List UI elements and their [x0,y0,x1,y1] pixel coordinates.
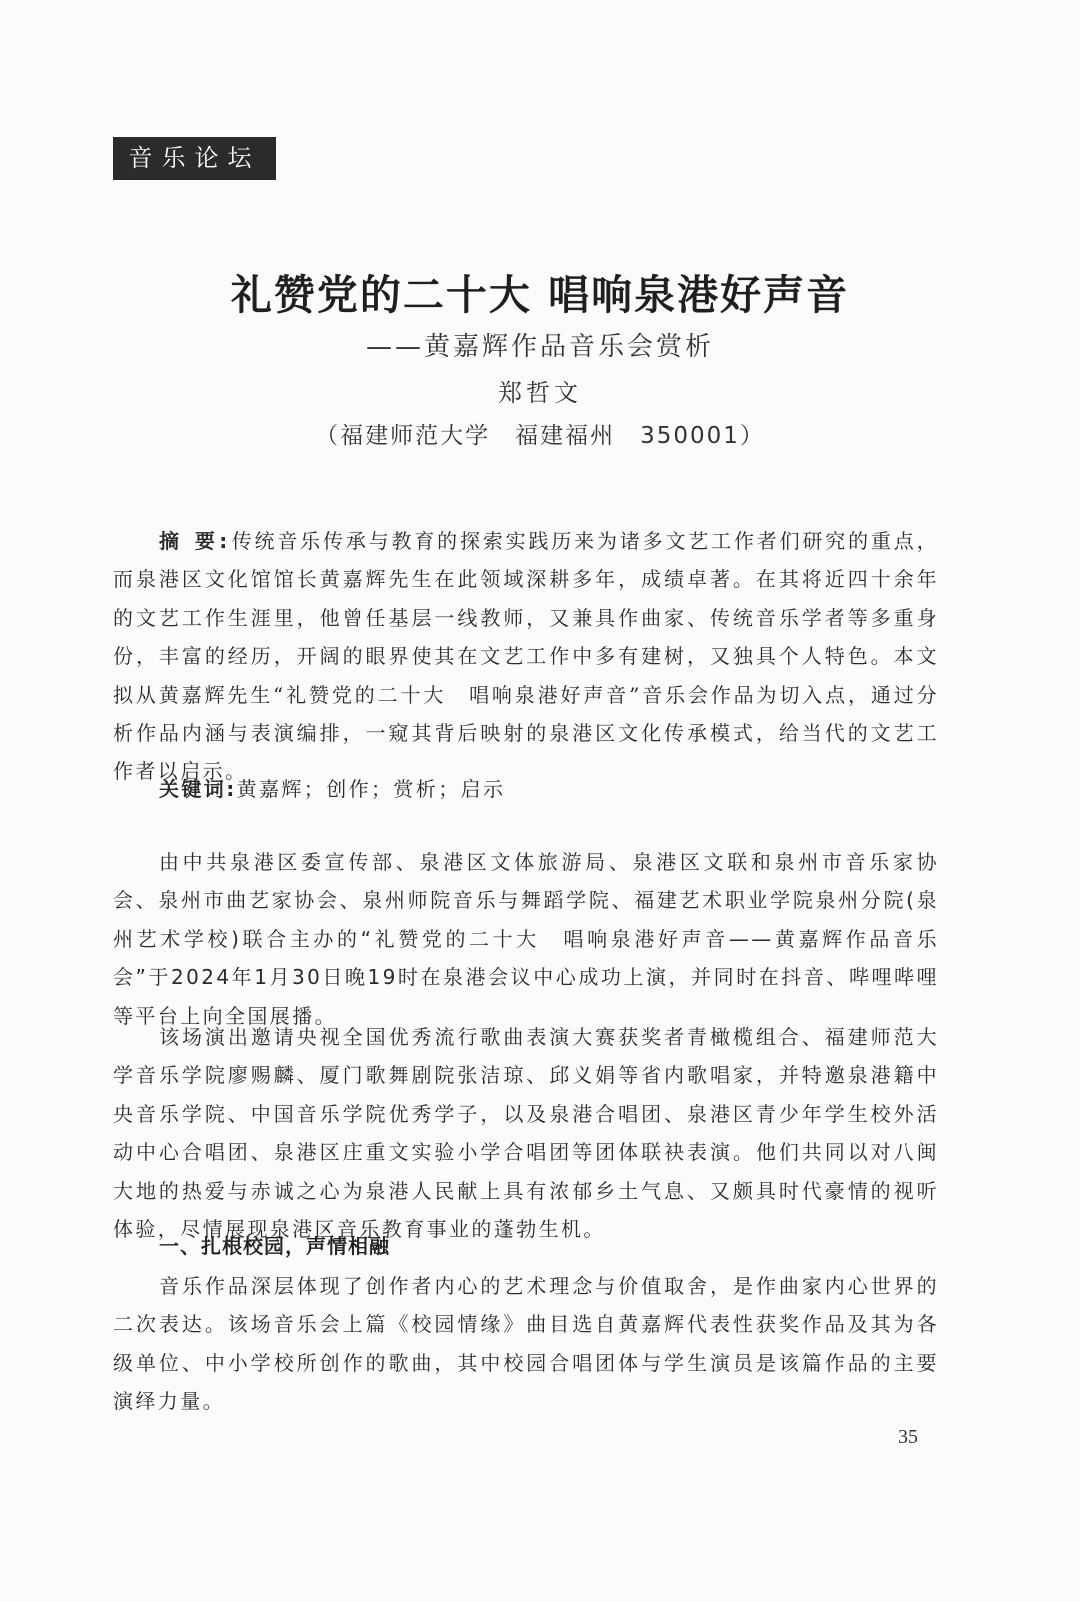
body-paragraph-1: 由中共泉港区委宣传部、泉港区文体旅游局、泉港区文联和泉州市音乐家协会、泉州市曲艺家协会、泉州师院音乐与舞蹈学院、福建艺术职业学院泉州分院(泉州艺术学校)联合主办的“礼赞党的二十大 唱响泉港好声音——黄嘉辉作品音乐会”于2024年1月30日晚19时在泉港会议中心成功上演，并同时在抖音、哔哩哔哩等平台上向全国展播。 [113,850,939,1028]
keywords [113,770,939,808]
abstract-text: 传统音乐传承与教育的探索实践历来为诸多文艺工作者们研究的重点，而泉港区文化馆馆长黄嘉辉先生在此领域深耕多年，成绩卓著。在其将近四十余年的文艺工作生涯里，他曾任基层一线教师，又兼具作曲家、传统音乐学者等多重身份，丰富的经历，开阔的眼界使其在文艺工作中多有建树，又独具个人特色。本文拟从黄嘉辉先生“礼赞党的二十大 唱响泉港好声音”音乐会作品为切入点，通过分析作品内涵与表演编排，一窥其背后映射的泉港区文化传承模式，给当代的文艺工作者以启示。 [113,529,939,784]
section-tag: 音乐论坛 [113,137,276,180]
article-title: 礼赞党的二十大 唱响泉港好声音 [230,271,850,319]
author-affiliation: （福建师范大学 福建福州 350001） [315,423,765,449]
keywords-text: 黄嘉辉；创作；赏析；启示 [236,777,506,801]
abstract-label: 摘 要: [159,529,232,553]
abstract [113,522,939,791]
article-author: 郑哲文 [498,379,582,407]
body-paragraph-3: 音乐作品深层体现了创作者内心的艺术理念与价值取舍，是作曲家内心世界的二次表达。该场音乐会上篇《校园情缘》曲目选自黄嘉辉代表性获奖作品及其为各级单位、中小学校所创作的歌曲，其中校园合唱团体与学生演员是该篇作品的主要演绎力量。 [113,1274,939,1414]
page-number: 35 [898,1426,918,1448]
article-subtitle: ——黄嘉辉作品音乐会赏析 [365,332,714,362]
section-heading-1: 一、扎根校园，声情相融 [159,1234,390,1258]
body-paragraph-2: 该场演出邀请央视全国优秀流行歌曲表演大赛获奖者青橄榄组合、福建师范大学音乐学院廖赐麟、厦门歌舞剧院张洁琼、邱义娟等省内歌唱家，并特邀泉港籍中央音乐学院、中国音乐学院优秀学子，以及泉港合唱团、泉港区青少年学生校外活动中心合唱团、泉港区庄重文实验小学合唱团等团体联袂表演。他们共同以对八闽大地的热爱与赤诚之心为泉港人民献上具有浓郁乡土气息、又颇具时代豪情的视听体验，尽情展现泉港区音乐教育事业的蓬勃生机。 [113,1025,939,1242]
keywords-label: 关键词: [159,777,237,801]
